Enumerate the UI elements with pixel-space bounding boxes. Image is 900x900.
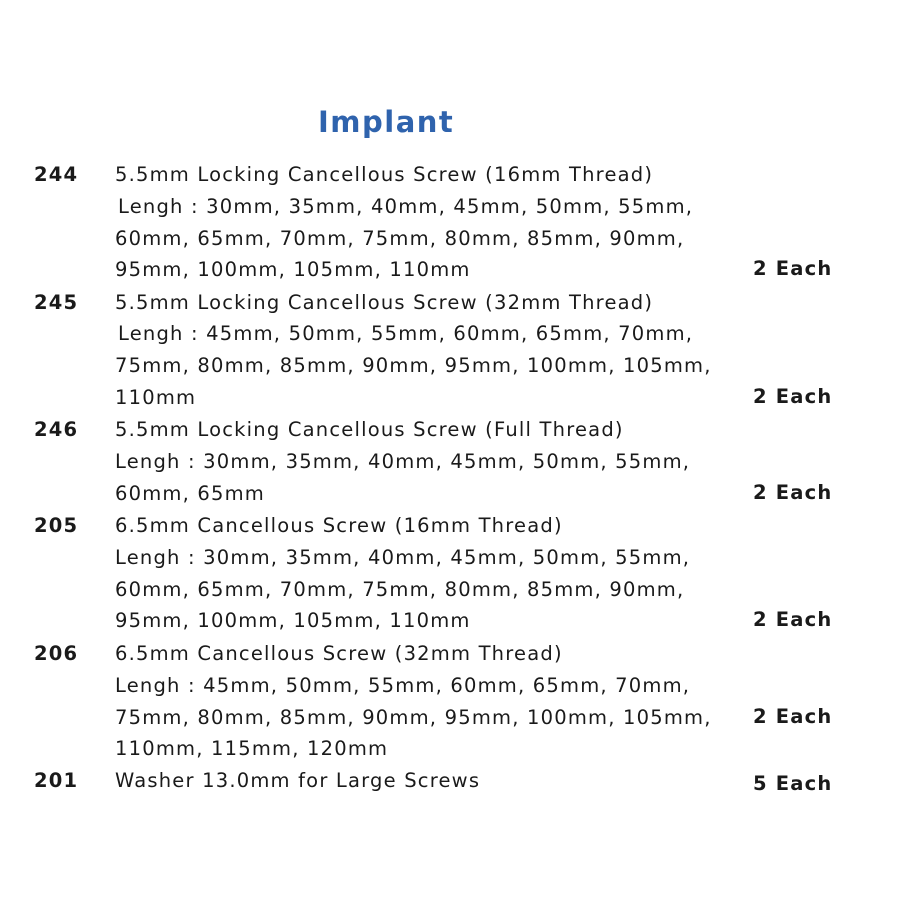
item-code: 206: [34, 642, 79, 665]
item-name: 5.5mm Locking Cancellous Screw (32mm Thread): [115, 291, 654, 314]
item-length-line: Lengh : 30mm, 35mm, 40mm, 45mm, 50mm, 55mm,: [115, 450, 691, 473]
item-length-line: 60mm, 65mm: [115, 482, 266, 505]
item-length-line: 60mm, 65mm, 70mm, 75mm, 80mm, 85mm, 90mm,: [115, 578, 685, 601]
item-code: 201: [34, 769, 79, 792]
item-code: 205: [34, 514, 79, 537]
item-quantity: 2 Each: [753, 705, 833, 728]
item-code: 244: [34, 163, 79, 186]
page-title: Implant: [318, 105, 455, 139]
item-quantity: 5 Each: [753, 772, 833, 795]
item-name: Washer 13.0mm for Large Screws: [115, 769, 481, 792]
item-code: 245: [34, 291, 79, 314]
item-length-line: Lengh : 45mm, 50mm, 55mm, 60mm, 65mm, 70mm,: [118, 322, 694, 345]
item-length-line: 110mm: [115, 386, 197, 409]
item-length-line: 75mm, 80mm, 85mm, 90mm, 95mm, 100mm, 105mm,: [115, 706, 712, 729]
item-quantity: 2 Each: [753, 481, 833, 504]
item-name: 5.5mm Locking Cancellous Screw (16mm Thread): [115, 163, 654, 186]
item-length-line: 95mm, 100mm, 105mm, 110mm: [115, 258, 471, 281]
item-name: 6.5mm Cancellous Screw (32mm Thread): [115, 642, 563, 665]
item-quantity: 2 Each: [753, 385, 833, 408]
item-name: 5.5mm Locking Cancellous Screw (Full Thread): [115, 418, 624, 441]
item-length-line: Lengh : 30mm, 35mm, 40mm, 45mm, 50mm, 55mm,: [118, 195, 694, 218]
item-quantity: 2 Each: [753, 257, 833, 280]
item-length-line: 75mm, 80mm, 85mm, 90mm, 95mm, 100mm, 105mm,: [115, 354, 712, 377]
item-name: 6.5mm Cancellous Screw (16mm Thread): [115, 514, 563, 537]
item-quantity: 2 Each: [753, 608, 833, 631]
item-code: 246: [34, 418, 79, 441]
item-length-line: 60mm, 65mm, 70mm, 75mm, 80mm, 85mm, 90mm,: [115, 227, 685, 250]
item-length-line: 95mm, 100mm, 105mm, 110mm: [115, 609, 471, 632]
item-length-line: Lengh : 45mm, 50mm, 55mm, 60mm, 65mm, 70mm,: [115, 674, 691, 697]
item-length-line: 110mm, 115mm, 120mm: [115, 737, 389, 760]
item-length-line: Lengh : 30mm, 35mm, 40mm, 45mm, 50mm, 55mm,: [115, 546, 691, 569]
